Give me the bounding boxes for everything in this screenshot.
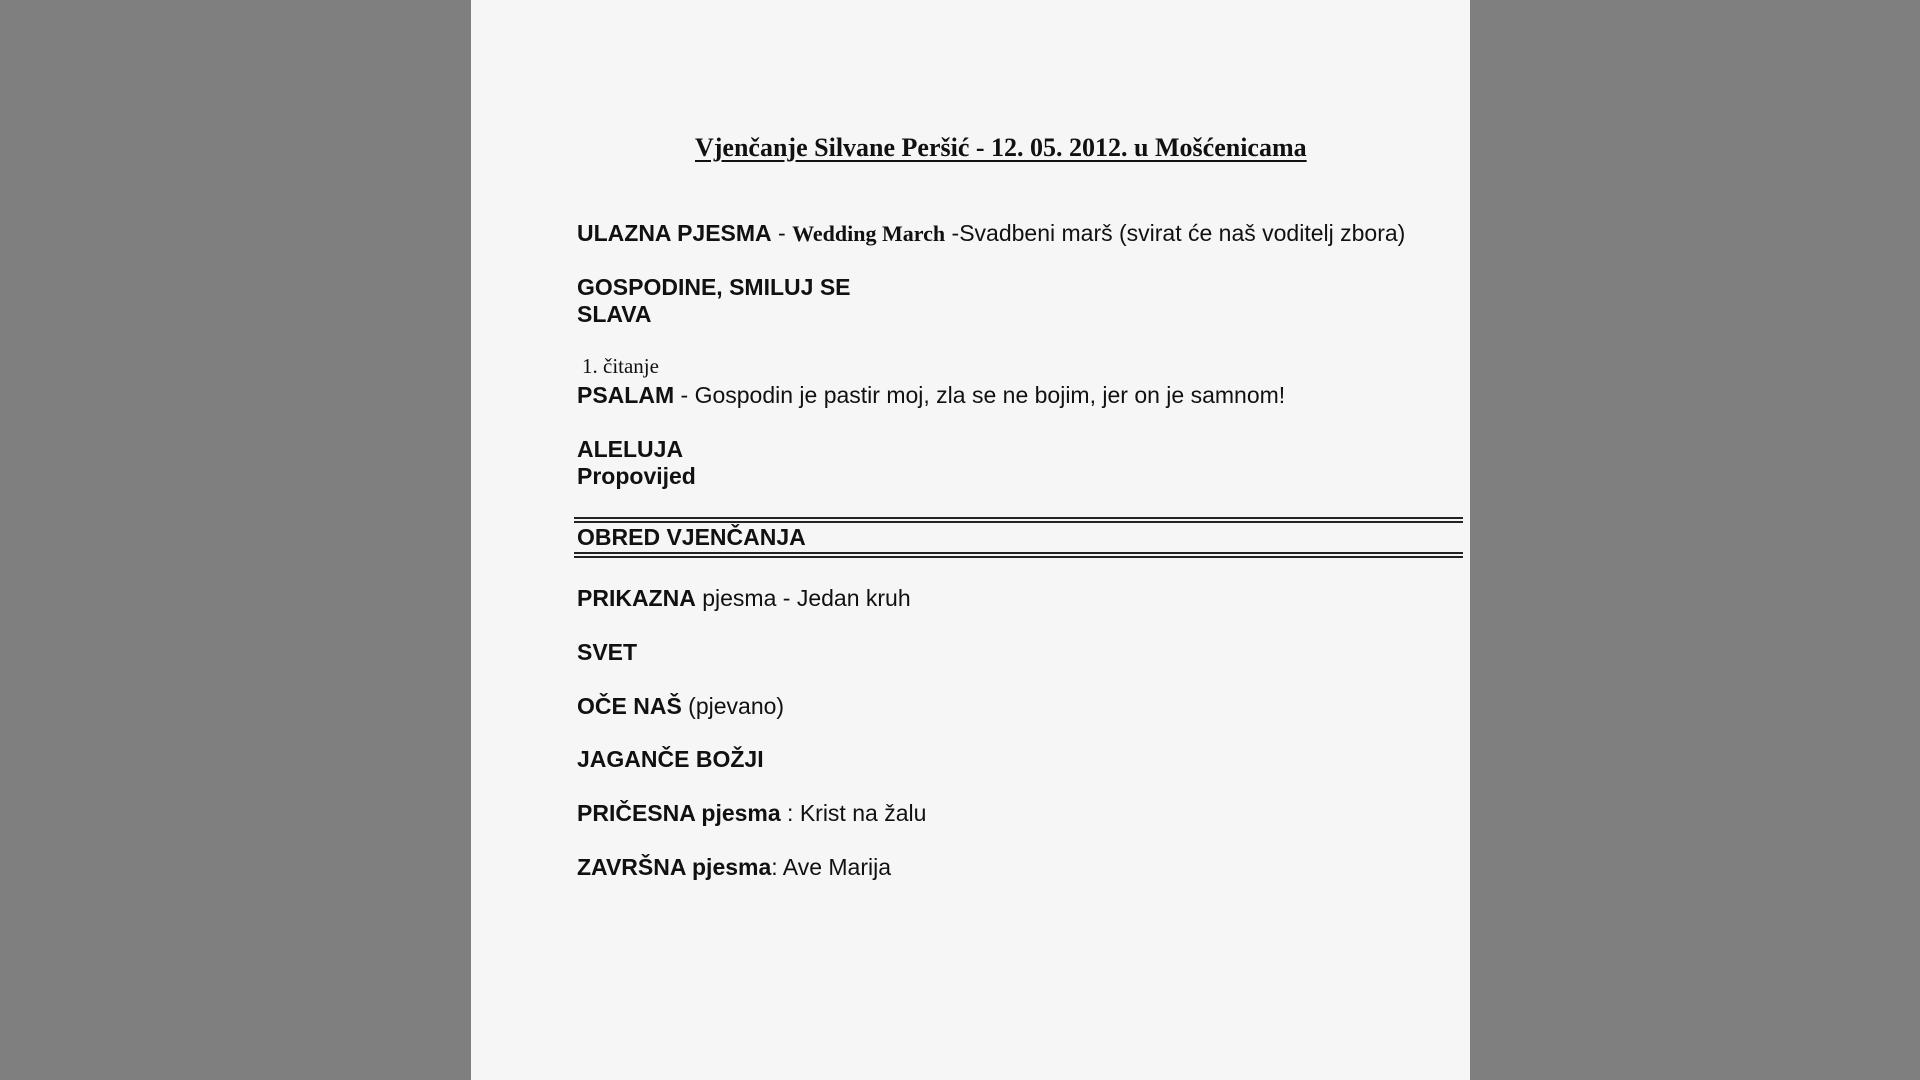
entrance-song-label: ULAZNA PJESMA [577, 220, 772, 246]
entrance-song-separator: - [771, 220, 793, 246]
divider-bottom-2 [574, 556, 1463, 558]
our-father-line [577, 693, 784, 720]
psalm-line [577, 382, 1285, 409]
offertory-text: pjesma - Jedan kruh [695, 585, 911, 611]
document-title: Vjenčanje Silvane Peršić - 12. 05. 2012. u Mošćenicama [695, 133, 1307, 162]
our-father-label: OČE NAŠ [577, 693, 682, 719]
psalm-text: - Gospodin je pastir moj, zla se ne bojim, jer on je samnom! [674, 382, 1286, 408]
document-page [471, 0, 1470, 1080]
communion-text: : Krist na žalu [780, 800, 927, 826]
communion-line [577, 800, 926, 827]
closing-line [577, 854, 891, 881]
agnus-line: JAGANČE BOŽJI [577, 746, 764, 772]
first-reading-line: 1. čitanje [582, 354, 659, 378]
offertory-label: PRIKAZNA [577, 585, 696, 611]
gloria-line: SLAVA [577, 301, 652, 327]
closing-label: ZAVRŠNA pjesma [577, 854, 772, 880]
communion-label: PRIČESNA pjesma [577, 800, 781, 826]
divider-bottom-1 [574, 552, 1463, 554]
homily-line: Propovijed [577, 463, 696, 489]
sanctus-line: SVET [577, 639, 638, 665]
offertory-line [577, 585, 911, 612]
entrance-song-piece: Wedding March [792, 221, 946, 246]
alleluia-line: ALELUJA [577, 436, 684, 462]
entrance-song-line [577, 220, 1405, 247]
divider-top-2 [574, 521, 1463, 523]
closing-text: : Ave Marija [771, 854, 892, 880]
rite-heading: OBRED VJENČANJA [577, 524, 806, 550]
psalm-label: PSALAM [577, 382, 675, 408]
entrance-song-description: -Svadbeni marš (svirat će naš voditelj zbora) [945, 220, 1406, 246]
kyrie-line: GOSPODINE, SMILUJ SE [577, 274, 851, 300]
divider-top-1 [574, 517, 1463, 519]
our-father-text: (pjevano) [681, 693, 785, 719]
